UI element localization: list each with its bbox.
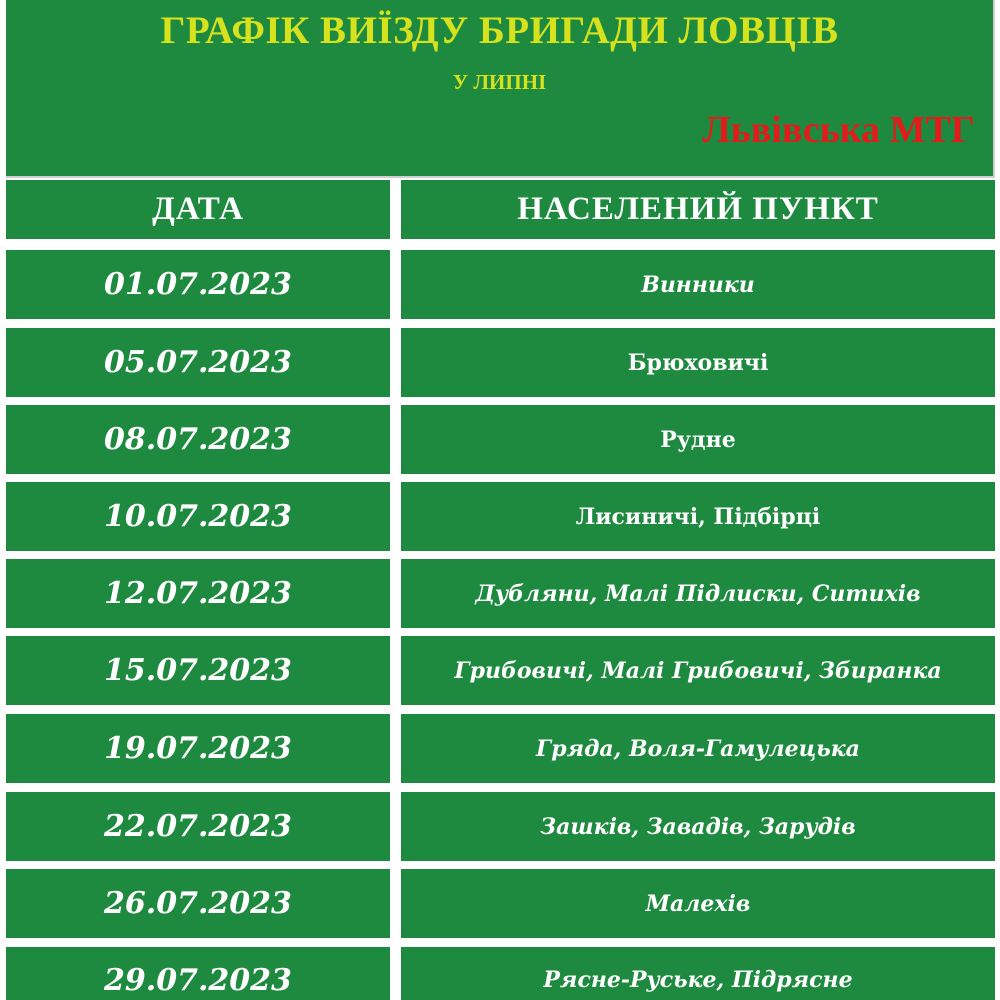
place-value: Рудне bbox=[660, 426, 736, 453]
table-row-date bbox=[6, 947, 390, 1000]
table-row-date bbox=[6, 559, 390, 628]
column-header-place: НАСЕЛЕНИЙ ПУНКТ bbox=[401, 180, 995, 239]
page-title: ГРАФІК ВИЇЗДУ БРИГАДИ ЛОВЦІВ bbox=[160, 9, 839, 52]
place-value: Гряда, Воля-Гамулецька bbox=[536, 735, 860, 762]
place-value: Рясне-Руське, Підрясне bbox=[543, 967, 853, 993]
table-row-place bbox=[401, 947, 995, 1000]
table-row-place bbox=[401, 405, 995, 474]
date-value: 12.07.2023 bbox=[104, 576, 292, 611]
table-row-place bbox=[401, 482, 995, 551]
place-value: Грибовичі, Малі Грибовичі, Збиранка bbox=[454, 657, 942, 684]
table-row-place bbox=[401, 328, 995, 397]
table-row-place bbox=[401, 559, 995, 628]
table-row-date bbox=[6, 636, 390, 705]
date-value: 19.07.2023 bbox=[104, 731, 292, 766]
date-value: 22.07.2023 bbox=[104, 809, 292, 844]
place-value: Винники bbox=[641, 271, 755, 298]
table-row-place bbox=[401, 792, 995, 861]
table-row-date bbox=[6, 792, 390, 861]
place-value: Малехів bbox=[645, 890, 751, 917]
date-value: 01.07.2023 bbox=[104, 267, 292, 302]
table-row-date bbox=[6, 250, 390, 319]
table-row-place bbox=[401, 714, 995, 783]
page-subtitle: У ЛИПНІ bbox=[452, 70, 547, 94]
table-row-place bbox=[401, 869, 995, 938]
table-row-date bbox=[6, 714, 390, 783]
table-row-place bbox=[401, 636, 995, 705]
place-value: Дубляни, Малі Підлиски, Ситихів bbox=[475, 580, 921, 607]
table-row-date bbox=[6, 869, 390, 938]
table-row-date bbox=[6, 482, 390, 551]
table-row-place bbox=[401, 250, 995, 319]
date-value: 29.07.2023 bbox=[104, 963, 292, 998]
date-value: 26.07.2023 bbox=[104, 886, 292, 921]
date-value: 08.07.2023 bbox=[104, 422, 292, 457]
header-banner bbox=[6, 0, 995, 178]
date-value: 15.07.2023 bbox=[104, 653, 292, 688]
place-value: Зашків, Завадів, Зарудів bbox=[540, 813, 856, 840]
table-row-date bbox=[6, 405, 390, 474]
place-value: Лисиничі, Підбірці bbox=[575, 503, 821, 530]
place-value: Брюховичі bbox=[627, 349, 769, 376]
date-value: 05.07.2023 bbox=[104, 345, 292, 380]
table-row-date bbox=[6, 328, 390, 397]
column-header-date: ДАТА bbox=[6, 180, 390, 239]
date-value: 10.07.2023 bbox=[104, 499, 292, 534]
organization-name: Львівська МТГ bbox=[702, 109, 975, 151]
